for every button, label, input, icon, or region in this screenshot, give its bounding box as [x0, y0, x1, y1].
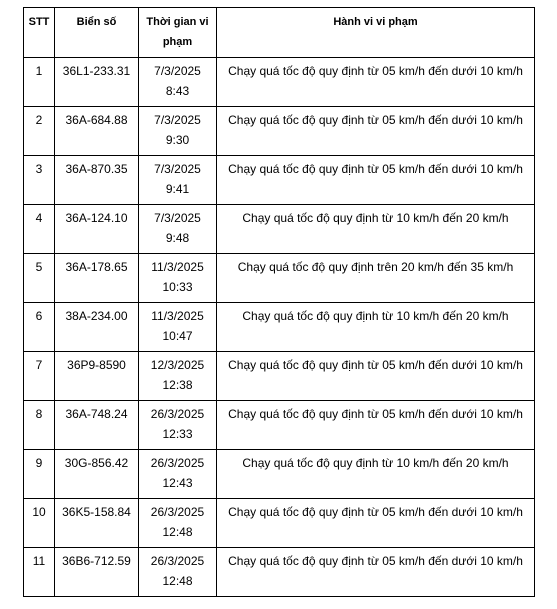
cell-plate: 36K5-158.84 [55, 499, 139, 548]
table-row [24, 352, 535, 401]
cell-time-date: 12/3/2025 [150, 358, 205, 372]
header-action: Hành vi vi phạm [217, 8, 535, 58]
cell-action: Chạy quá tốc độ quy định từ 05 km/h đến dưới 10 km/h [217, 352, 535, 401]
cell-time-date: 11/3/2025 [151, 309, 204, 323]
cell-action: Chạy quá tốc độ quy định từ 05 km/h đến dưới 10 km/h [217, 107, 535, 156]
cell-time [139, 107, 217, 156]
cell-time-date: 26/3/2025 [150, 554, 205, 568]
cell-plate: 36A-124.10 [55, 205, 139, 254]
cell-time [139, 352, 217, 401]
cell-stt: 7 [24, 352, 55, 401]
cell-time [139, 156, 217, 205]
cell-plate: 36L1-233.31 [55, 58, 139, 107]
cell-stt: 5 [24, 254, 55, 303]
cell-time [139, 303, 217, 352]
cell-time-date: 26/3/2025 [150, 456, 205, 470]
cell-stt: 1 [24, 58, 55, 107]
cell-plate: 36A-870.35 [55, 156, 139, 205]
cell-stt: 2 [24, 107, 55, 156]
cell-time [139, 58, 217, 107]
header-plate: Biển số [55, 8, 139, 58]
cell-time-date: 26/3/2025 [150, 505, 205, 519]
table-header [24, 8, 535, 58]
cell-time [139, 205, 217, 254]
cell-stt: 3 [24, 156, 55, 205]
table-row [24, 303, 535, 352]
cell-plate: 36A-748.24 [55, 401, 139, 450]
cell-time [139, 254, 217, 303]
cell-action: Chạy quá tốc độ quy định từ 05 km/h đến dưới 10 km/h [217, 156, 535, 205]
cell-stt: 11 [24, 548, 55, 597]
cell-time-date: 7/3/2025 [154, 162, 201, 176]
table-body [24, 58, 535, 597]
cell-stt: 6 [24, 303, 55, 352]
cell-stt: 8 [24, 401, 55, 450]
cell-time-clock: 10:33 [162, 280, 193, 294]
cell-time-date: 7/3/2025 [154, 64, 201, 78]
cell-stt: 10 [24, 499, 55, 548]
cell-time-date: 11/3/2025 [151, 260, 204, 274]
header-stt: STT [24, 8, 55, 58]
table-row [24, 548, 535, 597]
cell-time-clock: 8:43 [165, 84, 190, 98]
cell-time-clock: 12:43 [162, 476, 193, 490]
cell-time-clock: 9:41 [165, 182, 190, 196]
cell-plate: 38A-234.00 [55, 303, 139, 352]
cell-action: Chạy quá tốc độ quy định từ 10 km/h đến 20 km/h [217, 303, 535, 352]
cell-plate: 36A-178.65 [55, 254, 139, 303]
cell-time-date: 7/3/2025 [154, 113, 201, 127]
table-row [24, 499, 535, 548]
cell-time-clock: 10:47 [162, 329, 193, 343]
cell-action: Chạy quá tốc độ quy định từ 05 km/h đến dưới 10 km/h [217, 499, 535, 548]
cell-plate: 30G-856.42 [55, 450, 139, 499]
cell-action: Chạy quá tốc độ quy định từ 10 km/h đến 20 km/h [217, 205, 535, 254]
cell-time-clock: 12:48 [162, 574, 193, 588]
cell-time-clock: 9:48 [165, 231, 190, 245]
table-row [24, 107, 535, 156]
table-row [24, 156, 535, 205]
cell-time-clock: 9:30 [165, 133, 190, 147]
cell-action: Chạy quá tốc độ quy định từ 05 km/h đến dưới 10 km/h [217, 58, 535, 107]
cell-action: Chạy quá tốc độ quy định từ 10 km/h đến 20 km/h [217, 450, 535, 499]
header-row [24, 8, 535, 58]
table-row [24, 58, 535, 107]
cell-time-clock: 12:33 [162, 427, 193, 441]
cell-time-clock: 12:48 [162, 525, 193, 539]
cell-stt: 9 [24, 450, 55, 499]
cell-action: Chạy quá tốc độ quy định trên 20 km/h đến 35 km/h [217, 254, 535, 303]
cell-time [139, 548, 217, 597]
violations-table [23, 7, 535, 597]
table-row [24, 401, 535, 450]
cell-plate: 36B6-712.59 [55, 548, 139, 597]
cell-time [139, 499, 217, 548]
cell-action: Chạy quá tốc độ quy định từ 05 km/h đến dưới 10 km/h [217, 401, 535, 450]
cell-time-clock: 12:38 [162, 378, 193, 392]
cell-time-date: 26/3/2025 [150, 407, 205, 421]
cell-time [139, 401, 217, 450]
cell-action: Chạy quá tốc độ quy định từ 05 km/h đến dưới 10 km/h [217, 548, 535, 597]
table-row [24, 254, 535, 303]
table-row [24, 205, 535, 254]
cell-plate: 36A-684.88 [55, 107, 139, 156]
cell-plate: 36P9-8590 [55, 352, 139, 401]
cell-time-date: 7/3/2025 [154, 211, 201, 225]
cell-stt: 4 [24, 205, 55, 254]
header-time: Thời gian vi phạm [139, 8, 217, 58]
cell-time [139, 450, 217, 499]
table-row [24, 450, 535, 499]
